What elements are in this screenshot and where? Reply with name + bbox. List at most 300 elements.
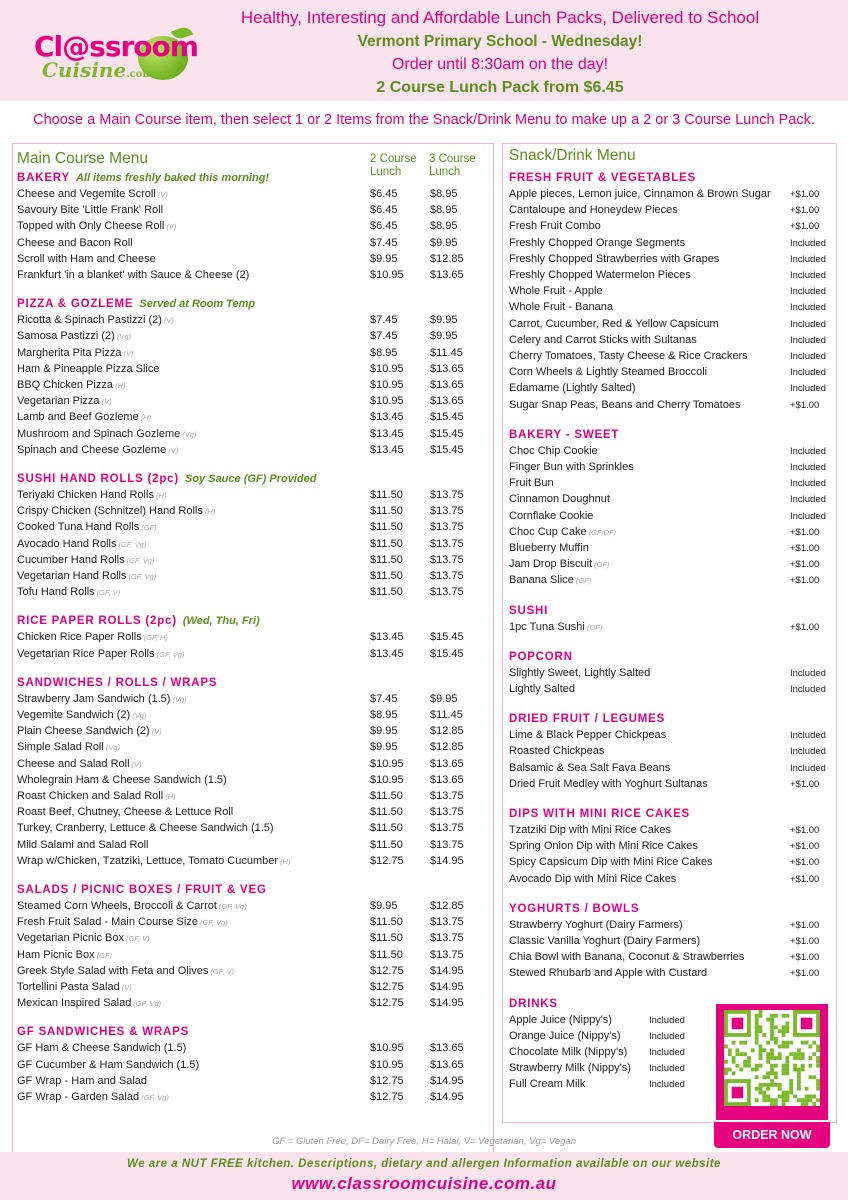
item-price: +$1.00 (790, 399, 820, 411)
price-3-course: $13.65 (430, 269, 464, 281)
price-3-course: $13.75 (430, 537, 464, 550)
item-name: BBQ Chicken Pizza (17, 379, 113, 391)
item-name: Scroll with Ham and Cheese (17, 252, 156, 265)
item-name: Banana Slice (509, 574, 574, 587)
item-name: Vegetarian Rice Paper Rolls (17, 647, 155, 660)
price-2-course: $10.95 (370, 757, 404, 770)
dietary-tag: (V) (166, 222, 177, 232)
menu-item[interactable] (17, 997, 161, 1009)
logo-sub-text: Cuisine.com.au (42, 58, 171, 82)
menu-item[interactable] (509, 951, 744, 963)
item-name: Freshly Chopped Strawberries with Grapes (509, 252, 720, 265)
menu-item[interactable] (17, 693, 187, 705)
website-link[interactable]: www.classroomcuisine.com.au (291, 1174, 557, 1193)
menu-item[interactable] (509, 729, 666, 741)
price-3-course: $11.45 (430, 346, 463, 359)
item-name: Cucumber Hand Rolls (17, 553, 125, 566)
item-name: Orange Juice (Nippy's) (509, 1029, 621, 1042)
menu-item[interactable] (509, 683, 575, 695)
section-name: SALADS / PICNIC BOXES / FRUIT & VEG (17, 884, 267, 896)
section-heading: YOGHURTS / BOWLS (509, 902, 640, 915)
dietary-tag: (GF) (96, 950, 113, 960)
section-heading (17, 473, 316, 485)
item-price: Included (649, 1079, 685, 1091)
dietary-tag: (V) (163, 316, 174, 326)
menu-item[interactable] (17, 949, 112, 961)
menu-item[interactable] (509, 1062, 631, 1074)
price-2-course: $9.95 (370, 900, 398, 912)
item-price: Included (649, 1063, 685, 1075)
menu-item[interactable] (509, 445, 598, 457)
dietary-tag: (GF, V) (126, 934, 150, 944)
section-name: PIZZA & GOZLEME (17, 298, 134, 311)
item-name: Tzatziki Dip with Mini Rice Cakes (509, 824, 671, 836)
menu-item[interactable] (509, 382, 636, 394)
item-name: Lime & Black Pepper Chickpeas (509, 729, 667, 742)
dietary-tag: (GF, Vg) (118, 539, 147, 549)
section-name: SUSHI HAND ROLLS (2pc) (17, 473, 179, 485)
dietary-tag: (V) (168, 445, 179, 455)
item-name: Ricotta & Spinach Pastizzi (2) (17, 314, 162, 327)
item-name: Wholegrain Ham & Cheese Sandwich (1.5) (17, 773, 227, 786)
menu-item[interactable] (17, 1042, 186, 1054)
menu-item[interactable] (17, 758, 142, 770)
item-name: Choc Chip Cookie (509, 444, 598, 457)
price-3-course: $14.95 (430, 964, 464, 977)
item-name: Fruit Bun (509, 477, 554, 490)
item-name: Roast Chicken and Salad Roll (17, 790, 164, 802)
section-note: All items freshly baked this morning! (75, 172, 270, 184)
menu-item[interactable] (509, 526, 616, 538)
item-name: Ham Picnic Box (17, 948, 95, 961)
menu-item[interactable] (17, 347, 134, 359)
dietary-tag: (H) (140, 413, 152, 423)
item-name: 1pc Tuna Sushi (509, 620, 585, 633)
menu-item[interactable] (509, 762, 670, 774)
dietary-tag: (GF, Vg) (156, 649, 185, 659)
price-2-course: $12.75 (370, 981, 404, 993)
menu-item[interactable] (509, 253, 719, 265)
price-2-course: $12.75 (370, 854, 404, 867)
item-name: GF Ham & Cheese Sandwich (1.5) (17, 1042, 187, 1055)
menu-item[interactable] (17, 489, 166, 501)
dietary-tag: (GF) (141, 523, 157, 533)
price-3-course: $13.75 (430, 838, 464, 851)
menu-item[interactable] (509, 399, 741, 411)
qr-code-icon (724, 1010, 820, 1106)
snack-menu-title: Snack/Drink Menu (509, 147, 636, 164)
price-3-course: $13.75 (430, 916, 464, 929)
item-name: Choc Cup Cake (509, 525, 587, 538)
col-3-course: 3 Course Lunch (429, 153, 476, 178)
item-price: +$1.00 (790, 205, 820, 217)
item-name: Lightly Salted (509, 683, 576, 695)
dietary-tag: (Vg) (105, 743, 120, 753)
price-2-course: $11.50 (370, 838, 403, 851)
dietary-tag: (GF, Vg) (128, 572, 157, 581)
menu-item[interactable] (509, 237, 685, 249)
item-name: Whole Fruit - Banana (509, 301, 613, 314)
menu-item[interactable] (17, 363, 159, 375)
menu-item[interactable] (17, 237, 133, 249)
dietary-tag: (H) (114, 381, 126, 390)
price-3-course: $8.95 (430, 220, 458, 233)
item-name: Freshly Chopped Orange Segments (509, 236, 686, 249)
price-2-course: $9.95 (370, 252, 398, 265)
item-name: Wrap w/Chicken, Tzatziki, Lettuce, Tomato Cucumber (17, 854, 279, 867)
menu-item[interactable] (17, 981, 132, 993)
item-name: Cheese and Salad Roll (17, 757, 130, 770)
dietary-tag: (GF, V) (210, 966, 234, 976)
item-name: Steamed Corn Wheels, Broccoli & Carrot (17, 900, 217, 912)
menu-item[interactable] (509, 542, 589, 554)
item-name: Spring Onion Dip with Mini Rice Cakes (509, 840, 698, 853)
price-2-course: $11.50 (370, 932, 403, 945)
section-heading: DIPS WITH MINI RICE CAKES (509, 808, 691, 820)
menu-item[interactable] (17, 444, 178, 456)
price-2-course: $11.50 (370, 505, 403, 518)
order-now-button[interactable]: ORDER NOW (714, 1122, 830, 1148)
menu-item[interactable] (509, 919, 683, 931)
item-name: Turkey, Cranberry, Lettuce & Cheese Sandwich (1.5) (17, 822, 274, 835)
item-name: Sugar Snap Peas, Beans and Cherry Tomatoes (509, 398, 741, 411)
menu-item[interactable] (17, 220, 176, 232)
dietary-tag: (H) (155, 491, 167, 500)
item-price: Included (649, 1047, 685, 1058)
menu-item[interactable] (17, 314, 174, 326)
item-name: Mild Salami and Salad Roll (17, 838, 149, 851)
menu-item[interactable] (509, 967, 707, 979)
menu-item[interactable] (17, 269, 249, 281)
menu-item[interactable] (509, 1078, 585, 1090)
menu-item[interactable] (509, 667, 650, 679)
col-2-course: 2 Course Lunch (370, 153, 417, 178)
section-note: (Wed, Thu, Fri) (182, 615, 260, 628)
price-2-course: $13.45 (370, 443, 404, 456)
item-price: +$1.00 (790, 873, 820, 885)
price-2-course: $10.95 (370, 773, 404, 786)
item-name: Chocolate Milk (Nippy's) (509, 1046, 628, 1058)
section-heading: FRESH FRUIT & VEGETABLES (509, 172, 697, 184)
price-2-course: $10.95 (370, 395, 404, 408)
item-price: +$1.00 (790, 543, 820, 554)
price-2-course: $12.75 (370, 997, 404, 1010)
menu-item[interactable] (509, 558, 610, 570)
price-3-course: $15.45 (430, 443, 464, 456)
item-price: +$1.00 (790, 221, 820, 233)
section-heading: BAKERY - SWEET (509, 428, 620, 441)
menu-item[interactable] (509, 285, 603, 297)
item-name: Spinach and Cheese Gozleme (17, 443, 167, 456)
menu-item[interactable] (509, 621, 602, 633)
item-name: Crispy Chicken (Schnitzel) Hand Rolls (17, 505, 203, 518)
item-name: Avocado Dip with Mini Rice Cakes (509, 872, 677, 885)
item-name: Roast Beef, Chutney, Cheese & Lettuce Roll (17, 806, 234, 819)
price-2-course: $11.50 (370, 489, 403, 501)
menu-item[interactable] (509, 220, 601, 232)
item-price: +$1.00 (790, 189, 820, 200)
section-heading (17, 1026, 189, 1038)
item-name: Roasted Chickpeas (509, 745, 605, 758)
item-price: +$1.00 (790, 559, 820, 571)
price-from: 2 Course Lunch Pack from $6.45 (376, 79, 624, 96)
price-2-course: $10.95 (370, 362, 404, 375)
item-name: Freshly Chopped Watermelon Pieces (509, 269, 691, 281)
price-3-course: $12.85 (430, 900, 464, 912)
price-3-course: $13.65 (430, 757, 464, 770)
price-3-course: $13.75 (430, 790, 464, 802)
school-name: Vermont Primary School - Wednesday! (357, 33, 643, 50)
menu-item[interactable] (17, 395, 112, 407)
price-3-course: $14.95 (430, 997, 464, 1010)
menu-item[interactable] (17, 411, 151, 423)
menu-item[interactable] (509, 366, 707, 378)
menu-item[interactable] (509, 318, 719, 330)
price-2-course: $11.50 (370, 537, 403, 550)
menu-item[interactable] (17, 570, 156, 582)
item-price: Included (790, 383, 826, 395)
menu-item[interactable] (509, 840, 698, 852)
section-heading: SUSHI (509, 604, 549, 617)
menu-item[interactable] (509, 778, 708, 790)
price-2-course: $10.95 (370, 1058, 404, 1071)
menu-item[interactable] (509, 856, 713, 868)
item-price: Included (790, 286, 826, 298)
price-3-course: $13.75 (430, 570, 464, 582)
price-2-course: $10.95 (370, 1042, 404, 1055)
menu-item[interactable] (17, 631, 168, 643)
menu-item[interactable] (509, 1046, 627, 1058)
menu-item[interactable] (17, 774, 227, 786)
menu-item[interactable] (509, 269, 691, 281)
price-2-course: $11.50 (370, 916, 403, 929)
menu-item[interactable] (509, 493, 610, 505)
dietary-tag: (GF, Vg) (141, 1093, 169, 1102)
price-3-course: $15.45 (430, 631, 464, 644)
item-price: +$1.00 (790, 825, 820, 836)
dietary-tag: (GF, V) (96, 588, 121, 598)
price-3-course: $13.65 (430, 362, 464, 375)
item-price: +$1.00 (790, 841, 820, 853)
item-price: +$1.00 (790, 952, 820, 964)
section-heading: POPCORN (509, 650, 573, 663)
price-3-course: $13.75 (430, 505, 464, 518)
price-2-course: $11.50 (370, 586, 403, 599)
item-price: Included (790, 667, 826, 679)
menu-item[interactable] (509, 204, 678, 216)
price-3-course: $9.95 (430, 314, 458, 327)
price-2-course: $13.45 (370, 427, 404, 440)
price-3-course: $8.95 (430, 204, 458, 217)
menu-item[interactable] (17, 1091, 169, 1103)
nut-free-notice: We are a NUT FREE kitchen. Descriptions, dietary and allergen Information available on our website (127, 1158, 721, 1170)
menu-item[interactable] (509, 461, 634, 473)
price-3-course: $13.75 (430, 822, 464, 835)
menu-item[interactable] (17, 253, 156, 265)
item-name: Fresh Fruit Salad - Main Course Size (17, 916, 198, 929)
item-name: Dried Fruit Medley with Yoghurt Sultanas (509, 777, 708, 790)
dietary-tag: (V) (123, 348, 134, 358)
menu-item[interactable] (17, 505, 215, 517)
dietary-tag: (V) (131, 759, 142, 769)
price-3-course: $9.95 (430, 692, 458, 705)
item-price: Included (649, 1014, 685, 1026)
item-name: Strawberry Jam Sandwich (1.5) (17, 692, 171, 705)
price-3-course: $13.75 (430, 948, 464, 961)
item-name: GF Wrap - Ham and Salad (17, 1074, 148, 1087)
item-name: Teriyaki Chicken Hand Rolls (17, 489, 154, 501)
qr-code[interactable] (716, 1004, 828, 1120)
menu-item[interactable] (17, 554, 154, 566)
menu-item[interactable] (509, 510, 593, 522)
price-3-course: $13.75 (430, 806, 464, 819)
menu-item[interactable] (17, 586, 120, 598)
menu-item[interactable] (17, 538, 146, 550)
menu-item[interactable] (509, 873, 676, 885)
dietary-tag: (H) (165, 792, 176, 801)
menu-item[interactable] (17, 1059, 199, 1071)
menu-item[interactable] (17, 1075, 147, 1087)
price-2-course: $12.75 (370, 1091, 404, 1103)
menu-item[interactable] (17, 839, 148, 851)
price-2-course: $12.75 (370, 1074, 404, 1087)
dietary-tag: (GF, H) (143, 633, 168, 643)
dietary-tag: (Vg) (172, 694, 187, 704)
menu-item[interactable] (17, 965, 234, 977)
item-price: +$1.00 (790, 526, 820, 538)
item-name: GF Cucumber & Ham Sandwich (1.5) (17, 1058, 200, 1071)
section-note: Served at Room Temp (139, 298, 256, 311)
item-price: Included (790, 445, 826, 457)
menu-item[interactable] (509, 1014, 612, 1026)
menu-item[interactable] (17, 806, 233, 818)
item-name: Margherita Pita Pizza (17, 346, 122, 359)
menu-item[interactable] (509, 935, 700, 947)
item-name: Chicken Rice Paper Rolls (17, 631, 142, 644)
item-price: Included (790, 730, 826, 742)
item-price: Included (790, 334, 826, 346)
menu-item[interactable] (17, 900, 247, 912)
item-name: Jam Drop Biscuit (509, 558, 593, 571)
price-3-course: $12.85 (430, 252, 464, 265)
footer (0, 1152, 848, 1200)
menu-item[interactable] (509, 334, 697, 346)
menu-item[interactable] (17, 521, 157, 533)
item-price: Included (790, 253, 826, 265)
item-name: Corn Wheels & Lightly Steamed Broccoli (509, 366, 708, 379)
item-name: Cinnamon Doughnut (509, 493, 610, 506)
item-name: Finger Bun with Sprinkles (509, 461, 634, 473)
menu-item[interactable] (509, 301, 613, 313)
item-name: Celery and Carrot Sticks with Sultanas (509, 333, 697, 346)
item-name: Plain Cheese Sandwich (2) (17, 725, 150, 738)
classroom-cuisine-logo[interactable] (34, 28, 198, 88)
item-name: Full Cream Milk (509, 1078, 586, 1091)
item-price: Included (790, 478, 826, 490)
item-name: Fresh Fruit Combo (509, 220, 601, 233)
menu-item[interactable] (17, 855, 290, 867)
item-price: +$1.00 (790, 621, 820, 633)
price-2-course: $7.45 (370, 236, 398, 249)
item-name: Tofu Hand Rolls (17, 586, 95, 599)
menu-item[interactable] (17, 932, 150, 944)
item-name: Blueberry Muffin (509, 542, 589, 554)
item-name: Lamb and Beef Gozleme (17, 411, 139, 424)
dietary-tag: (H) (204, 507, 216, 517)
price-3-course: $14.95 (430, 1091, 464, 1103)
menu-item[interactable] (17, 330, 131, 342)
dietary-tag: (GF) (575, 576, 592, 586)
price-2-course: $11.50 (370, 822, 403, 835)
price-3-course: $15.45 (430, 427, 464, 440)
item-price: +$1.00 (790, 919, 820, 931)
item-price: Included (790, 462, 826, 473)
menu-item[interactable] (17, 822, 274, 834)
price-3-course: $13.75 (430, 586, 464, 599)
item-name: GF Wrap - Garden Salad (17, 1091, 140, 1103)
menu-item[interactable] (17, 428, 196, 440)
item-name: Greek Style Salad with Feta and Olives (17, 964, 209, 977)
item-name: Chia Bowl with Banana, Coconut & Strawberries (509, 951, 745, 964)
price-3-course: $13.65 (430, 1058, 464, 1071)
menu-item[interactable] (509, 1030, 621, 1042)
price-3-course: $12.85 (430, 741, 464, 754)
item-name: Stewed Rhubarb and Apple with Custard (509, 967, 708, 980)
section-name: RICE PAPER ROLLS (2pc) (17, 615, 177, 628)
section-name: GF SANDWICHES & WRAPS (17, 1026, 190, 1039)
price-3-course: $13.75 (430, 489, 464, 501)
menu-item[interactable] (17, 916, 228, 928)
menu-item[interactable] (17, 188, 168, 200)
menu-item[interactable] (17, 379, 125, 391)
menu-item[interactable] (509, 824, 671, 836)
item-name: Balsamic & Sea Salt Fava Beans (509, 761, 671, 774)
price-2-course: $11.50 (370, 790, 403, 802)
dietary-tag: (H) (280, 856, 291, 866)
item-name: Vegemite Sandwich (2) (17, 709, 131, 721)
price-2-course: $13.45 (370, 647, 404, 660)
menu-item[interactable] (17, 725, 162, 737)
menu-item[interactable] (17, 204, 163, 216)
price-3-course: $13.65 (430, 773, 464, 786)
menu-item[interactable] (509, 477, 554, 489)
menu-item[interactable] (509, 574, 591, 586)
item-name: Apple pieces, Lemon juice, Cinnamon & Brown Sugar (509, 188, 771, 200)
price-3-course: $13.65 (430, 379, 464, 391)
item-price: Included (790, 762, 826, 774)
menu-item[interactable] (509, 350, 748, 362)
header-banner (0, 0, 848, 101)
item-name: Strawberry Milk (Nippy's) (509, 1062, 631, 1075)
menu-item[interactable] (509, 188, 771, 200)
dietary-tag: (GF, Vg) (126, 555, 155, 565)
item-price: +$1.00 (790, 778, 820, 790)
price-2-course: $7.45 (370, 330, 398, 343)
item-name: Mexican Inspired Salad (17, 997, 132, 1010)
menu-item[interactable] (17, 741, 120, 753)
item-name: Simple Salad Roll (17, 741, 104, 754)
price-2-course: $13.45 (370, 631, 404, 644)
item-price: Included (790, 684, 826, 695)
menu-item[interactable] (17, 648, 184, 660)
price-2-course: $8.95 (370, 346, 398, 359)
menu-item[interactable] (17, 790, 176, 802)
item-price: +$1.00 (790, 857, 820, 869)
menu-item[interactable] (17, 709, 146, 721)
price-2-course: $10.95 (370, 269, 404, 281)
item-price: +$1.00 (790, 575, 820, 587)
menu-item[interactable] (509, 745, 604, 757)
